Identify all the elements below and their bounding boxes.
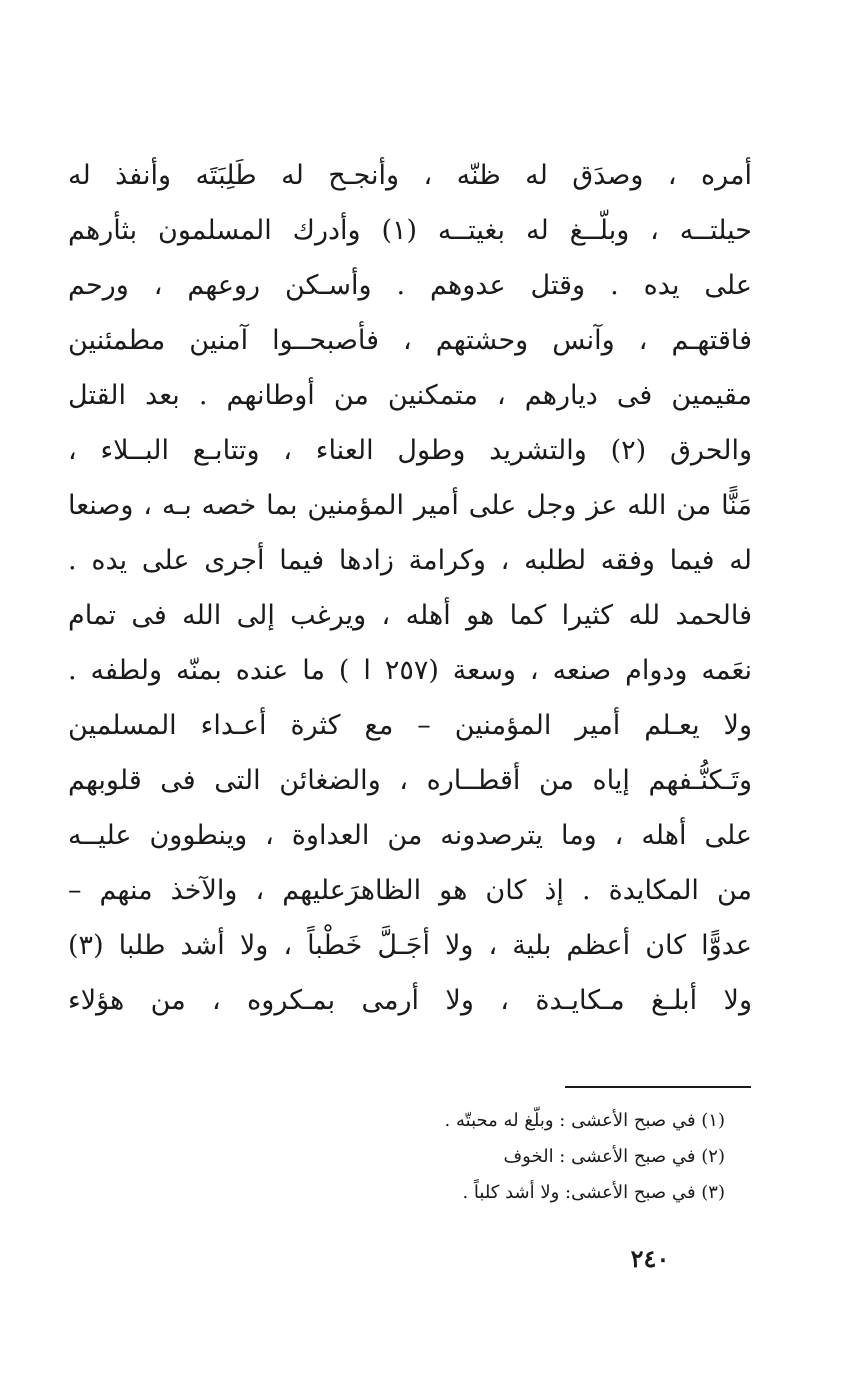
footnote-1: (١) في صبح الأعشى : وبلّغ له محبتّه . xyxy=(444,1110,725,1131)
main-text xyxy=(68,148,752,1028)
text-line-13: على أهله ، وما يترصدونه من العداوة ، وينطوون عليــه xyxy=(68,820,752,851)
text-line-12: وتَـكنُّـفهم إياه من أقطــاره ، والضغائن التى فى قلوبهم xyxy=(68,765,752,796)
footnote-separator xyxy=(565,1086,751,1088)
footnotes xyxy=(205,1103,725,1211)
footnote-3: (٣) في صبح الأعشى: ولا أشد كلباً . xyxy=(462,1182,725,1203)
text-line-5: مقيمين فى ديارهم ، متمكنين من أوطانهم . بعد القتل xyxy=(68,380,752,411)
text-line-11: ولا يعـلم أمير المؤمنين – مع كثرة أعـداء المسلمين xyxy=(68,710,752,741)
text-line-1: أمره ، وصدَق له ظنّه ، وأنجـح له طَلِبَتَه وأنفذ له xyxy=(68,160,752,191)
text-line-6: والحرق (٢) والتشريد وطول العناء ، وتتابـع البــلاء ، xyxy=(68,435,752,466)
text-line-4: فاقتهـم ، وآنس وحشتهم ، فأصبحــوا آمنين مطمئنين xyxy=(68,325,752,356)
footnote-2: (٢) في صبح الأعشى : الخوف xyxy=(503,1146,725,1167)
page-number: ٢٤٠ xyxy=(630,1244,670,1273)
text-line-8: له فيما وفقه لطلبه ، وكرامة زادها فيما أجرى على يده . xyxy=(68,545,752,576)
text-line-2: حيلتــه ، وبلّــغ له بغيتــه (١) وأدرك المسلمون بثأرهم xyxy=(68,215,752,246)
text-line-10: نعَمه ودوام صنعه ، وسعة (٢٥٧ ا ) ما عنده بمنّه ولطفه . xyxy=(68,655,752,686)
text-line-7: مَنًّا من الله عز وجل على أمير المؤمنين بما خصه بـه ، وصنعا xyxy=(68,490,752,521)
text-line-15: عدوًّا كان أعظم بلية ، ولا أجَـلَّ خَطْباً ، ولا أشد طلبا (٣) xyxy=(68,930,752,961)
text-line-14: من المكايدة . إذ كان هو الظاهرَعليهم ، والآخذ منهم – xyxy=(68,875,752,906)
text-line-9: فالحمد لله كثيرا كما هو أهله ، ويرغب إلى الله فى تمام xyxy=(68,600,752,631)
text-line-16: ولا أبلـغ مـكايـدة ، ولا أرمى بمـكروه ، من هؤلاء xyxy=(68,985,752,1016)
text-line-3: على يده . وقتل عدوهم . وأسـكن روعهم ، ورحم xyxy=(68,270,752,301)
